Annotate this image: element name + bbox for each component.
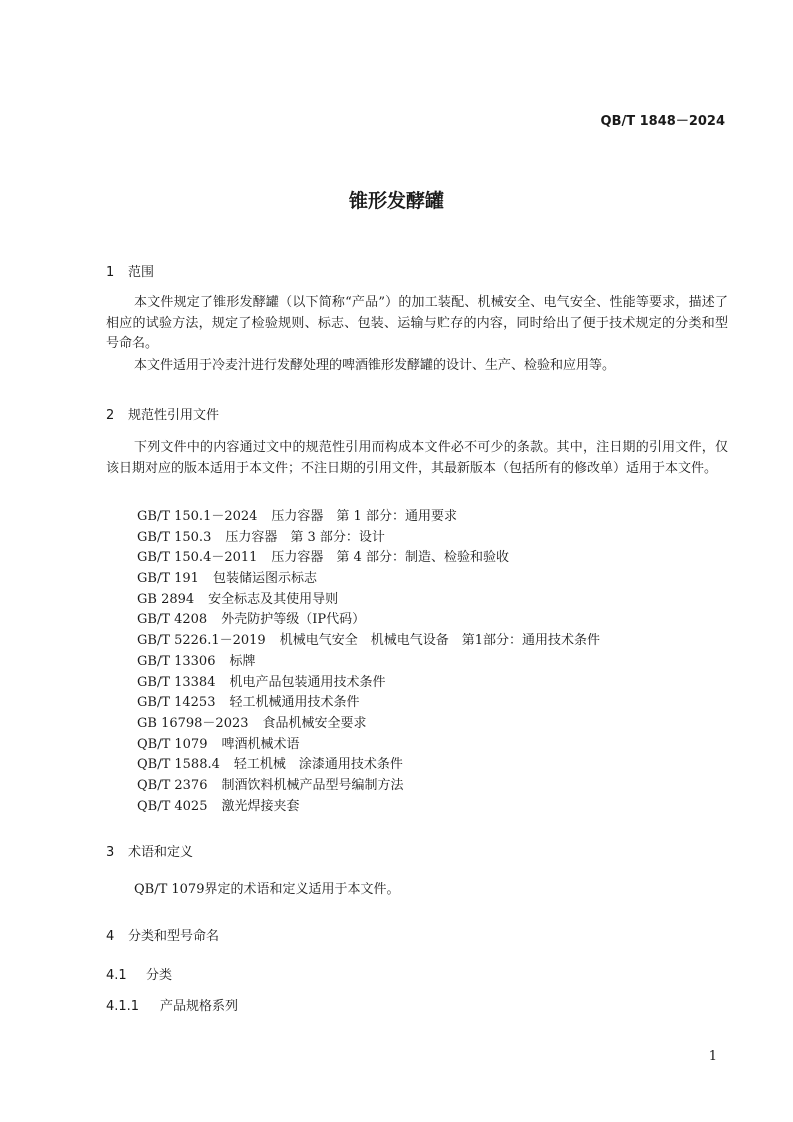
reference-code: GB/T 13306 (137, 653, 216, 669)
section-1-paragraph-2: 本文件适用于冷麦汁进行发酵处理的啤酒锥形发酵罐的设计、生产、检验和应用等。 (134, 358, 616, 373)
section-number: 1 (106, 265, 115, 280)
reference-title: 轻工机械 涂漆通用技术条件 (233, 757, 403, 773)
reference-code: GB 2894 (137, 591, 195, 607)
reference-code: GB/T 14253 (137, 695, 216, 711)
section-1-heading (106, 261, 154, 280)
reference-title: 机械电气安全 机械电气设备 第1部分：通用技术条件 (279, 633, 600, 649)
section-title: 范围 (128, 265, 155, 280)
section-2-intro: 下列文件中的内容通过文中的规范性引用而构成本文件必不可少的条款。其中，注日期的引用文件，仅该日期对应的版本适用于本文件；不注日期的引用文件，其最新版本（包括所有的修改单）适用于本文件。 (106, 440, 728, 476)
section-number: 4.1 (106, 968, 127, 983)
reference-title: 压力容器 第 1 部分：通用要求 (271, 509, 457, 524)
reference-code: GB/T 13384 (137, 674, 216, 690)
reference-item (137, 797, 600, 818)
reference-code: GB/T 150.4－2011 (137, 550, 258, 566)
reference-title: 标牌 (229, 653, 256, 669)
reference-code: GB/T 150.3 (137, 529, 212, 545)
reference-title: 啤酒机械术语 (221, 736, 300, 752)
reference-list (137, 507, 600, 817)
section-4-1-1-heading (106, 995, 238, 1014)
reference-item (137, 631, 600, 652)
reference-title: 外壳防护等级（IP代码） (221, 612, 366, 628)
reference-item (137, 693, 600, 714)
section-number: 2 (106, 408, 115, 423)
reference-item (137, 755, 600, 776)
reference-item (137, 507, 600, 528)
section-2-heading (106, 404, 219, 423)
reference-title: 机电产品包装通用技术条件 (229, 674, 386, 690)
reference-item (137, 714, 600, 735)
reference-item (137, 735, 600, 756)
section-1-paragraph-1: 本文件规定了锥形发酵罐（以下简称“产品”）的加工装配、机械安全、电气安全、性能等要求，描述了相应的试验方法，规定了检验规则、标志、包装、运输与贮存的内容，同时给出了便于技术规定的分类和型号命名。 (106, 295, 728, 351)
reference-code: GB/T 150.1－2024 (137, 509, 258, 524)
document-title: 锥形发酵罐 (348, 190, 444, 212)
reference-item (137, 652, 600, 673)
reference-title: 制酒饮料机械产品型号编制方法 (221, 777, 404, 793)
reference-code: QB/T 1079 (137, 736, 208, 752)
reference-title: 压力容器 第 3 部分：设计 (225, 529, 385, 545)
section-number: 4.1.1 (106, 999, 140, 1014)
reference-item (137, 590, 600, 611)
reference-code: QB/T 4025 (137, 798, 208, 814)
reference-item (137, 569, 600, 590)
reference-item (137, 673, 600, 694)
section-title: 术语和定义 (128, 845, 194, 860)
reference-title: 安全标志及其使用导则 (208, 591, 339, 607)
reference-item (137, 528, 600, 549)
section-4-heading (106, 925, 219, 944)
section-number: 4 (106, 929, 115, 944)
standard-code: QB/T 1848－2024 (600, 114, 725, 129)
section-title: 分类 (146, 968, 173, 983)
reference-code: QB/T 1588.4 (137, 757, 220, 773)
reference-code: GB/T 191 (137, 571, 199, 587)
section-title: 分类和型号命名 (128, 929, 220, 944)
reference-title: 包装储运图示标志 (212, 571, 317, 587)
reference-title: 激光焊接夹套 (221, 798, 300, 814)
reference-code: GB 16798－2023 (137, 715, 249, 731)
reference-item (137, 776, 600, 797)
reference-code: GB/T 5226.1－2019 (137, 633, 266, 649)
reference-code: GB/T 4208 (137, 612, 208, 628)
section-number: 3 (106, 845, 115, 860)
reference-title: 压力容器 第 4 部分：制造、检验和验收 (271, 550, 509, 566)
reference-item (137, 548, 600, 569)
section-3-paragraph: QB/T 1079界定的术语和定义适用于本文件。 (134, 882, 400, 897)
section-4-1-heading (106, 964, 172, 983)
reference-title: 轻工机械通用技术条件 (229, 695, 360, 711)
reference-title: 食品机械安全要求 (262, 715, 367, 731)
section-title: 产品规格系列 (160, 999, 239, 1014)
reference-item (137, 610, 600, 631)
page-number: 1 (708, 1049, 717, 1064)
reference-code: QB/T 2376 (137, 777, 208, 793)
section-title: 规范性引用文件 (128, 408, 220, 423)
section-3-heading (106, 841, 193, 860)
